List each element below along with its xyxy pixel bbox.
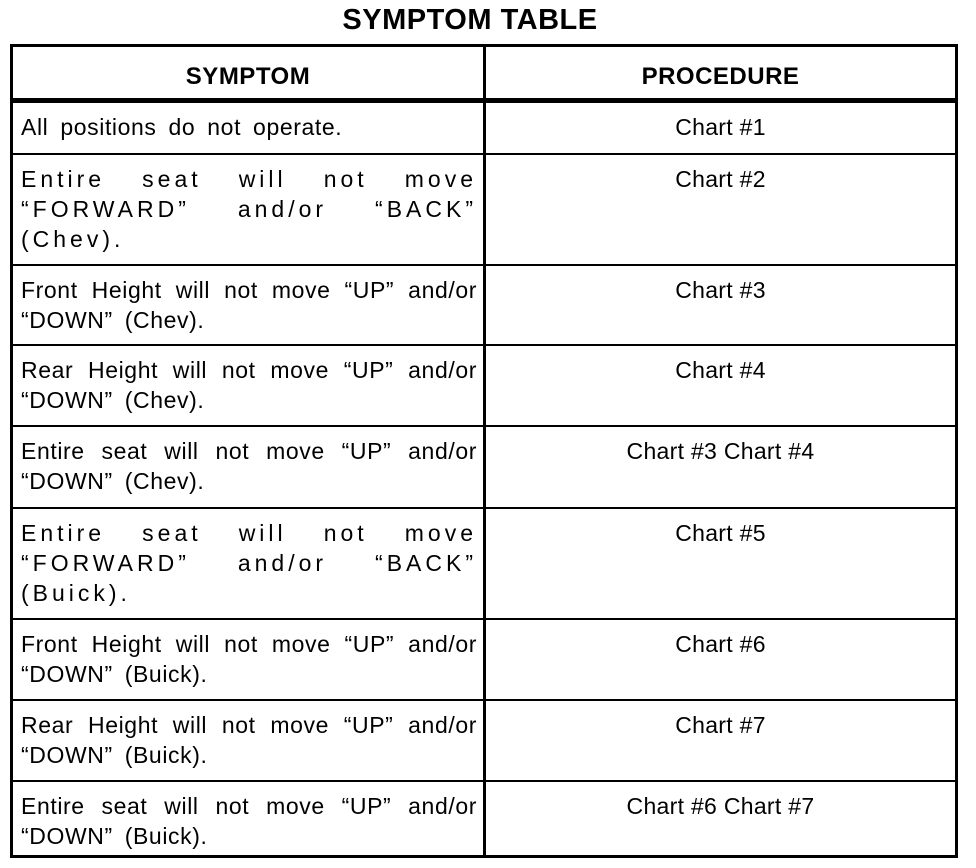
symptom-cell: Front Height will not move “UP” and/or “DOWN” (Chev). xyxy=(21,277,477,333)
procedure-cell: Chart #6 Chart #7 xyxy=(626,793,815,819)
table-row xyxy=(13,153,955,264)
table-header-row xyxy=(13,47,955,103)
procedure-cell: Chart #7 xyxy=(675,712,766,738)
symptom-cell: Entire seat will not move “FORWARD” and/or “BACK” (Chev). xyxy=(21,166,477,252)
symptom-table xyxy=(10,44,958,858)
procedure-cell: Chart #4 xyxy=(675,357,766,383)
table-row xyxy=(13,780,955,855)
header-symptom: SYMPTOM xyxy=(185,63,311,90)
table-row xyxy=(13,618,955,699)
procedure-cell: Chart #3 Chart #4 xyxy=(626,438,815,464)
procedure-cell: Chart #5 xyxy=(675,520,766,546)
symptom-cell: Rear Height will not move “UP” and/or “DOWN” (Buick). xyxy=(21,712,477,768)
table-row xyxy=(13,699,955,780)
table-row xyxy=(13,264,955,344)
table-row xyxy=(13,103,955,153)
symptom-cell: Entire seat will not move “FORWARD” and/or “BACK” (Buick). xyxy=(21,520,477,606)
table-row xyxy=(13,507,955,618)
table-row xyxy=(13,425,955,507)
procedure-cell: Chart #1 xyxy=(675,114,766,140)
symptom-cell: Entire seat will not move “UP” and/or “DOWN” (Buick). xyxy=(21,793,477,849)
table-row xyxy=(13,344,955,425)
symptom-cell: Entire seat will not move “UP” and/or “DOWN” (Chev). xyxy=(21,438,477,494)
procedure-cell: Chart #3 xyxy=(675,277,766,303)
procedure-cell: Chart #2 xyxy=(675,166,766,192)
symptom-cell: Front Height will not move “UP” and/or “DOWN” (Buick). xyxy=(21,631,477,687)
symptom-cell: Rear Height will not move “UP” and/or “DOWN” (Chev). xyxy=(21,357,477,413)
symptom-cell: All positions do not operate. xyxy=(21,114,343,140)
procedure-cell: Chart #6 xyxy=(675,631,766,657)
table-title: SYMPTOM TABLE xyxy=(342,4,598,36)
header-procedure: PROCEDURE xyxy=(641,63,800,90)
